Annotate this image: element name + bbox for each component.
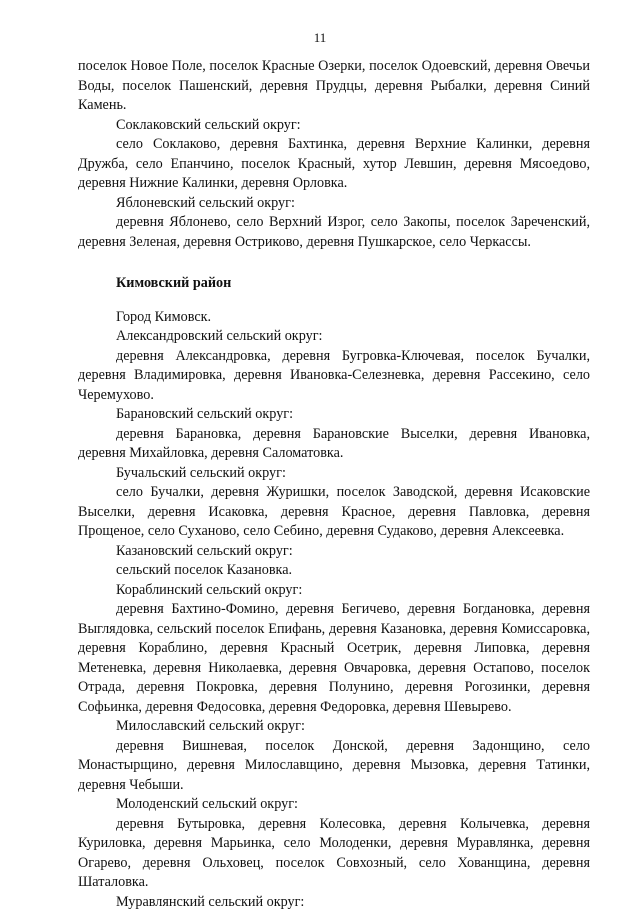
- paragraph: село Соклаково, деревня Бахтинка, деревня Верхние Калинки, деревня Дружба, село Епанчино, поселок Красный, хутор Левшин, деревня Мясоедово, деревня Нижние Калинки, деревня Орловка.: [78, 135, 590, 194]
- paragraph: Молоденский сельский округ:: [78, 795, 590, 815]
- paragraph: Бучальский сельский округ:: [78, 464, 590, 484]
- section-heading: Кимовский район: [78, 274, 590, 294]
- paragraph: деревня Барановка, деревня Барановские Выселки, деревня Ивановка, деревня Михайловка, деревня Саломатовка.: [78, 425, 590, 464]
- page-number: 11: [0, 30, 640, 46]
- paragraph: сельский поселок Казановка.: [78, 561, 590, 581]
- paragraph: Милославский сельский округ:: [78, 717, 590, 737]
- spacer: [78, 252, 590, 274]
- paragraph: Соклаковский сельский округ:: [78, 116, 590, 136]
- paragraph: деревня Вишневая, поселок Донской, деревня Задонщино, село Монастырщино, деревня Милославщино, деревня Мызовка, деревня Татинки, деревня Чебыши.: [78, 737, 590, 796]
- paragraph: Муравлянский сельский округ:: [78, 893, 590, 912]
- paragraph: Кораблинский сельский округ:: [78, 581, 590, 601]
- paragraph: деревня Александровка, деревня Бугровка-Ключевая, поселок Бучалки, деревня Владимировка, деревня Ивановка-Селезневка, деревня Рассекино, село Черемухово.: [78, 347, 590, 406]
- paragraph: Казановский сельский округ:: [78, 542, 590, 562]
- paragraph: деревня Бутыровка, деревня Колесовка, деревня Колычевка, деревня Куриловка, деревня Марьинка, село Молоденки, деревня Муравлянка, деревня Огарево, деревня Ольховец, поселок Совхозный, село Хованщина, деревня Шаталовка.: [78, 815, 590, 893]
- paragraph: деревня Бахтино-Фомино, деревня Бегичево, деревня Богдановка, деревня Выглядовка, сельский поселок Епифань, деревня Казановка, деревня Комиссаровка, деревня Кораблино, деревня Красный Осетрик, деревня Липовка, деревня Метеневка, деревня Николаевка, деревня Овчаровка, деревня Остапово, поселок Отрада, деревня Покровка, деревня Полунино, деревня Рогозинки, деревня Софьинка, деревня Федосовка, деревня Федоровка, деревня Шевырево.: [78, 600, 590, 717]
- paragraph: село Бучалки, деревня Журишки, поселок Заводской, деревня Исаковские Выселки, деревня Исаковка, деревня Красное, деревня Павловка, деревня Прощеное, село Суханово, село Себино, деревня Судаково, деревня Алексеевка.: [78, 483, 590, 542]
- spacer: [78, 294, 590, 308]
- paragraph: поселок Новое Поле, поселок Красные Озерки, поселок Одоевский, деревня Овечьи Воды, поселок Пашенский, деревня Прудцы, деревня Рыбалки, деревня Синий Камень.: [78, 57, 590, 116]
- paragraph: Яблоневский сельский округ:: [78, 194, 590, 214]
- paragraph: Александровский сельский округ:: [78, 327, 590, 347]
- paragraph: деревня Яблонево, село Верхний Изрог, село Закопы, поселок Зареченский, деревня Зеленая, деревня Остриково, деревня Пушкарское, село Черкассы.: [78, 213, 590, 252]
- document-body: [78, 57, 590, 912]
- paragraph: Барановский сельский округ:: [78, 405, 590, 425]
- paragraph: Город Кимовск.: [78, 308, 590, 328]
